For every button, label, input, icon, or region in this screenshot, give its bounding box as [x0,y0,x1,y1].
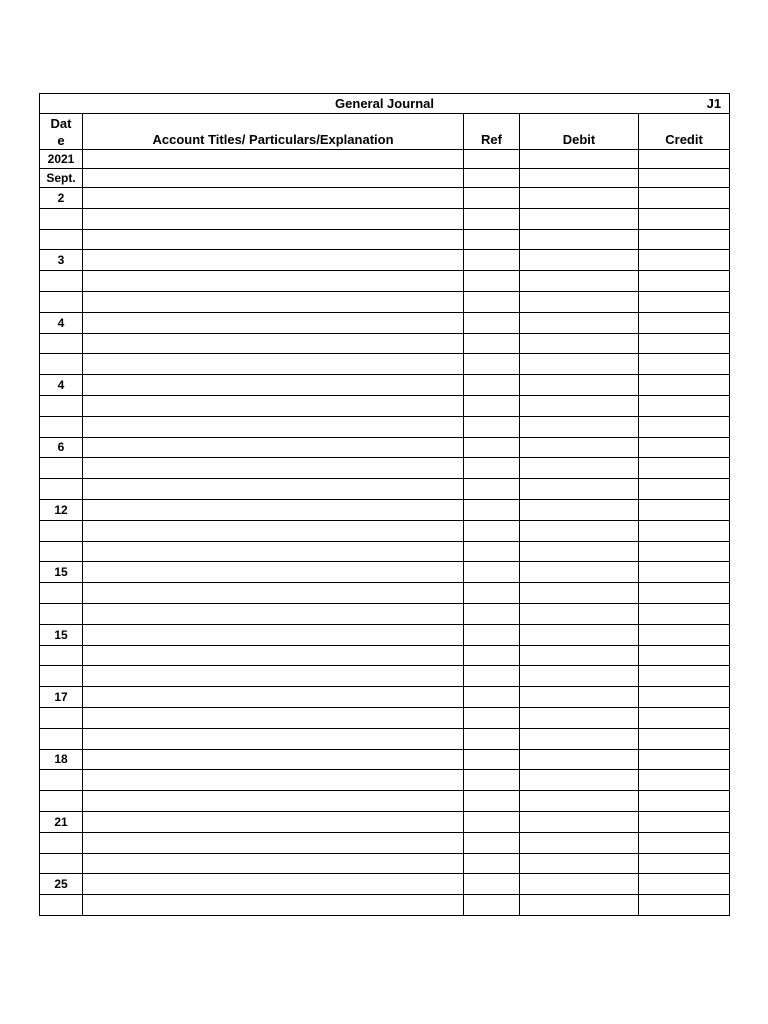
particulars-cell[interactable] [83,150,464,169]
title-row [40,94,730,114]
particulars-cell[interactable] [83,645,464,666]
journal-row [40,770,730,791]
date-cell: 12 [40,499,83,520]
particulars-cell[interactable] [83,583,464,604]
journal-row [40,520,730,541]
journal-row [40,562,730,583]
debit-cell[interactable] [520,624,639,645]
ref-cell[interactable] [464,312,520,333]
journal-row [40,458,730,479]
date-cell: 18 [40,749,83,770]
credit-cell[interactable] [639,728,730,749]
particulars-cell[interactable] [83,437,464,458]
ref-cell[interactable] [464,375,520,396]
ref-cell[interactable] [464,603,520,624]
particulars-cell[interactable] [83,395,464,416]
journal-title: General Journal [335,96,435,111]
journal-row [40,395,730,416]
credit-cell[interactable] [639,169,730,188]
credit-cell[interactable] [639,229,730,250]
date-header [40,114,83,150]
journal-row [40,749,730,770]
particulars-cell[interactable] [83,832,464,853]
month-cell: Sept. [40,169,83,188]
date-cell [40,895,83,916]
debit-cell[interactable] [520,832,639,853]
date-cell [40,291,83,312]
journal-row [40,687,730,708]
particulars-cell[interactable] [83,520,464,541]
year-cell: 2021 [40,150,83,169]
particulars-cell[interactable] [83,707,464,728]
header-row [40,114,730,150]
debit-cell[interactable] [520,208,639,229]
debit-cell[interactable] [520,728,639,749]
journal-row [40,479,730,500]
ref-cell[interactable] [464,541,520,562]
debit-cell[interactable] [520,562,639,583]
date-cell [40,707,83,728]
ref-cell[interactable] [464,169,520,188]
date-cell: 21 [40,811,83,832]
particulars-cell[interactable] [83,687,464,708]
particulars-cell[interactable] [83,229,464,250]
journal-row [40,229,730,250]
credit-cell[interactable] [639,458,730,479]
ref-cell[interactable] [464,437,520,458]
particulars-cell[interactable] [83,333,464,354]
debit-cell[interactable] [520,333,639,354]
ref-cell[interactable] [464,874,520,895]
date-cell [40,583,83,604]
journal-row [40,541,730,562]
credit-cell[interactable] [639,479,730,500]
journal-row [40,791,730,812]
journal-row [40,437,730,458]
journal-row [40,728,730,749]
debit-cell[interactable] [520,583,639,604]
particulars-cell[interactable] [83,458,464,479]
journal-row [40,312,730,333]
credit-cell[interactable] [639,188,730,209]
particulars-cell[interactable] [83,499,464,520]
ref-cell[interactable] [464,562,520,583]
ref-cell[interactable] [464,791,520,812]
title-cell [40,94,730,114]
credit-cell[interactable] [639,150,730,169]
ref-cell[interactable] [464,895,520,916]
debit-header: Debit [520,114,639,150]
journal-number: J1 [706,96,722,111]
date-cell [40,354,83,375]
ref-cell[interactable] [464,458,520,479]
journal-row [40,375,730,396]
particulars-cell[interactable] [83,250,464,271]
credit-cell[interactable] [639,791,730,812]
credit-cell[interactable] [639,770,730,791]
credit-cell[interactable] [639,562,730,583]
credit-cell[interactable] [639,354,730,375]
debit-cell[interactable] [520,749,639,770]
date-cell [40,832,83,853]
date-cell [40,728,83,749]
credit-cell[interactable] [639,853,730,874]
particulars-cell[interactable] [83,312,464,333]
particulars-cell[interactable] [83,291,464,312]
ref-cell[interactable] [464,479,520,500]
date-cell [40,229,83,250]
particulars-cell[interactable] [83,271,464,292]
journal-row [40,416,730,437]
credit-cell[interactable] [639,312,730,333]
journal-row [40,666,730,687]
date-cell [40,416,83,437]
ref-cell[interactable] [464,229,520,250]
ref-cell[interactable] [464,832,520,853]
particulars-cell[interactable] [83,853,464,874]
credit-cell[interactable] [639,687,730,708]
debit-cell[interactable] [520,354,639,375]
journal-row [40,499,730,520]
particulars-cell[interactable] [83,874,464,895]
journal-row [40,707,730,728]
debit-cell[interactable] [520,895,639,916]
journal-row [40,603,730,624]
credit-cell[interactable] [639,832,730,853]
credit-cell[interactable] [639,395,730,416]
debit-cell[interactable] [520,416,639,437]
journal-row [40,583,730,604]
debit-cell[interactable] [520,312,639,333]
debit-cell[interactable] [520,291,639,312]
ref-cell[interactable] [464,208,520,229]
ref-cell[interactable] [464,250,520,271]
journal-row [40,208,730,229]
debit-cell[interactable] [520,770,639,791]
date-cell [40,333,83,354]
journal-row [40,874,730,895]
particulars-cell[interactable] [83,811,464,832]
debit-cell[interactable] [520,874,639,895]
date-cell [40,208,83,229]
date-cell [40,520,83,541]
debit-cell[interactable] [520,811,639,832]
journal-row [40,645,730,666]
credit-cell[interactable] [639,749,730,770]
debit-cell[interactable] [520,707,639,728]
particulars-header: Account Titles/ Particulars/Explanation [83,114,464,150]
ref-cell[interactable] [464,728,520,749]
debit-cell[interactable] [520,150,639,169]
debit-cell[interactable] [520,395,639,416]
particulars-cell[interactable] [83,188,464,209]
ref-cell[interactable] [464,666,520,687]
debit-cell[interactable] [520,250,639,271]
particulars-cell[interactable] [83,375,464,396]
credit-cell[interactable] [639,645,730,666]
debit-cell[interactable] [520,437,639,458]
date-cell: 25 [40,874,83,895]
particulars-cell[interactable] [83,208,464,229]
date-header-line2: e [57,132,65,148]
particulars-cell[interactable] [83,562,464,583]
date-cell: 6 [40,437,83,458]
month-row [40,169,730,188]
particulars-cell[interactable] [83,770,464,791]
ref-cell[interactable] [464,333,520,354]
date-cell [40,271,83,292]
credit-cell[interactable] [639,250,730,271]
debit-cell[interactable] [520,169,639,188]
date-cell [40,458,83,479]
particulars-cell[interactable] [83,624,464,645]
ref-cell[interactable] [464,395,520,416]
journal-row [40,895,730,916]
debit-cell[interactable] [520,791,639,812]
debit-cell[interactable] [520,666,639,687]
ref-cell[interactable] [464,707,520,728]
particulars-cell[interactable] [83,603,464,624]
credit-cell[interactable] [639,437,730,458]
debit-cell[interactable] [520,229,639,250]
credit-cell[interactable] [639,583,730,604]
debit-cell[interactable] [520,687,639,708]
ref-header: Ref [464,114,520,150]
ref-cell[interactable] [464,687,520,708]
ref-cell[interactable] [464,416,520,437]
ref-cell[interactable] [464,499,520,520]
debit-cell[interactable] [520,479,639,500]
particulars-cell[interactable] [83,541,464,562]
journal-row [40,832,730,853]
date-cell: 4 [40,312,83,333]
ref-cell[interactable] [464,645,520,666]
journal-row [40,333,730,354]
debit-cell[interactable] [520,645,639,666]
date-cell: 15 [40,562,83,583]
date-cell [40,479,83,500]
date-header-line1: Dat [50,115,72,131]
journal-row [40,853,730,874]
credit-cell[interactable] [639,291,730,312]
date-cell [40,541,83,562]
credit-cell[interactable] [639,895,730,916]
ref-cell[interactable] [464,271,520,292]
credit-cell[interactable] [639,375,730,396]
particulars-cell[interactable] [83,416,464,437]
credit-cell[interactable] [639,271,730,292]
credit-cell[interactable] [639,416,730,437]
date-cell [40,853,83,874]
date-cell: 17 [40,687,83,708]
journal-row [40,271,730,292]
debit-cell[interactable] [520,458,639,479]
credit-cell[interactable] [639,811,730,832]
debit-cell[interactable] [520,603,639,624]
particulars-cell[interactable] [83,895,464,916]
debit-cell[interactable] [520,541,639,562]
particulars-cell[interactable] [83,791,464,812]
ref-cell[interactable] [464,749,520,770]
ref-cell[interactable] [464,583,520,604]
credit-cell[interactable] [639,666,730,687]
ref-cell[interactable] [464,811,520,832]
date-cell [40,603,83,624]
particulars-cell[interactable] [83,749,464,770]
debit-cell[interactable] [520,188,639,209]
date-cell [40,645,83,666]
date-cell: 2 [40,188,83,209]
debit-cell[interactable] [520,499,639,520]
journal-row [40,188,730,209]
date-cell [40,666,83,687]
debit-cell[interactable] [520,520,639,541]
journal-row [40,354,730,375]
date-cell [40,791,83,812]
particulars-cell[interactable] [83,666,464,687]
journal-row [40,624,730,645]
date-cell [40,770,83,791]
particulars-cell[interactable] [83,479,464,500]
credit-header: Credit [639,114,730,150]
date-cell: 3 [40,250,83,271]
ref-cell[interactable] [464,354,520,375]
credit-cell[interactable] [639,707,730,728]
journal-row [40,811,730,832]
ref-cell[interactable] [464,520,520,541]
ref-cell[interactable] [464,291,520,312]
date-cell: 15 [40,624,83,645]
journal-row [40,250,730,271]
credit-cell[interactable] [639,603,730,624]
ref-cell[interactable] [464,624,520,645]
debit-cell[interactable] [520,853,639,874]
ref-cell[interactable] [464,150,520,169]
date-cell [40,395,83,416]
ref-cell[interactable] [464,853,520,874]
particulars-cell[interactable] [83,169,464,188]
debit-cell[interactable] [520,271,639,292]
general-journal-table [39,93,730,916]
ref-cell[interactable] [464,188,520,209]
ref-cell[interactable] [464,770,520,791]
particulars-cell[interactable] [83,728,464,749]
credit-cell[interactable] [639,520,730,541]
credit-cell[interactable] [639,624,730,645]
journal-row [40,291,730,312]
credit-cell[interactable] [639,333,730,354]
particulars-cell[interactable] [83,354,464,375]
credit-cell[interactable] [639,208,730,229]
credit-cell[interactable] [639,874,730,895]
year-row [40,150,730,169]
date-cell: 4 [40,375,83,396]
debit-cell[interactable] [520,375,639,396]
credit-cell[interactable] [639,499,730,520]
credit-cell[interactable] [639,541,730,562]
